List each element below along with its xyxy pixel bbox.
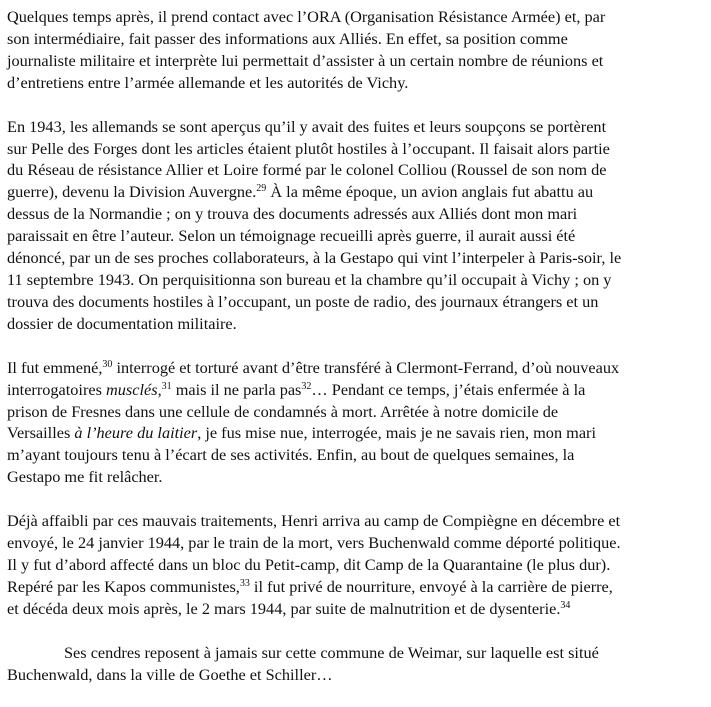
text-run: Gestapo me fit relâcher. (7, 467, 163, 487)
text-line (7, 664, 707, 686)
text-line (7, 554, 707, 576)
text-line (7, 72, 707, 94)
text-run: dénoncé, par un de ses proches collaborateurs, à la Gestapo qui vint l’interpeler à Paris-soir, le (7, 248, 622, 268)
text-run: mais il ne parla pas (171, 379, 302, 399)
text-line (7, 444, 707, 466)
document-page (7, 6, 707, 707)
text-run: dossier de documentation militaire. (7, 313, 237, 333)
text-run: guerre), devenu la Division Auvergne. (7, 182, 257, 202)
footnote-ref: 32 (301, 380, 312, 392)
text-run: Quelques temps après, il prend contact avec l’ORA (Organisation Résistance Armée) et, par (7, 7, 606, 26)
footnote-ref: 34 (560, 599, 571, 611)
text-run: Il y fut d’abord affecté dans un bloc du Petit-camp, dit Camp de la Quarantaine (le plus dur). (7, 554, 611, 574)
text-line (7, 532, 707, 554)
paragraph-2 (7, 116, 707, 335)
text-line (7, 28, 707, 50)
text-run: interrogatoires (7, 379, 107, 399)
text-run: et décéda deux mois après, le 2 mars 1944, par suite de malnutrition et de dysenterie. (7, 598, 561, 618)
text-line (7, 159, 707, 181)
text-line (7, 642, 707, 664)
text-line (7, 357, 707, 379)
text-run: il fut privé de nourriture, envoyé à la carrière de pierre, (249, 576, 613, 596)
text-line (7, 269, 707, 291)
text-run: Buchenwald, dans la ville de Goethe et Schiller… (7, 664, 333, 684)
text-line (7, 225, 707, 247)
footnote-ref: 31 (161, 380, 172, 392)
text-run: dessus de la Normandie ; on y trouva des documents adressés aux Alliés dont mon mari (7, 204, 578, 224)
text-line (7, 247, 707, 269)
paragraph-3 (7, 357, 707, 488)
text-line (7, 313, 707, 335)
footnote-ref: 30 (102, 358, 113, 370)
text-run: Ses cendres reposent à jamais sur cette commune de Weimar, sur laquelle est situé (64, 642, 599, 662)
text-line (7, 510, 707, 532)
text-run: journaliste militaire et interprète lui permettait d’assister à un certain nombre de réunions et (7, 50, 604, 70)
text-line (7, 6, 707, 28)
text-run: envoyé, le 24 janvier 1944, par le train de la mort, vers Buchenwald comme déporté politique. (7, 533, 621, 553)
text-run: du Réseau de résistance Allier et Loire formé par le colonel Colliou (Roussel de son nom de (7, 160, 607, 180)
text-run: En 1943, les allemands se sont aperçus qu’il y avait des fuites et leurs soupçons se portèrent (7, 116, 607, 136)
footnote-ref: 29 (256, 183, 267, 195)
text-run: son intermédiaire, fait passer des informations aux Alliés. En effet, sa position comme (7, 28, 568, 48)
text-line (7, 203, 707, 225)
text-run: paraissait en être l’auteur. Selon un témoignage recueilli après guerre, il aurait aussi été (7, 226, 576, 246)
text-run: sur Pelle des Forges dont les articles étaient plutôt hostiles à l’occupant. Il faisait alors partie (7, 138, 610, 158)
text-run: 11 septembre 1943. On perquisitionna son bureau et la chambre qu’il occupait à Vichy ; on y (7, 269, 612, 289)
text-run: Il fut emmené, (7, 357, 103, 377)
text-run: , (157, 379, 162, 399)
text-run: … Pendant ce temps, j’étais enfermée à la (311, 379, 586, 399)
italic-text: à l’heure du laitier (74, 423, 198, 443)
text-run: interrogé et torturé avant d’être transféré à Clermont-Ferrand, d’où nouveaux (112, 357, 620, 377)
text-line (7, 466, 707, 488)
text-line (7, 138, 707, 160)
text-run: m’ayant toujours tenu à l’écart de ses activités. Enfin, au bout de quelques semaines, la (7, 445, 575, 465)
paragraph-1 (7, 6, 707, 94)
text-line (7, 598, 707, 620)
text-line (7, 116, 707, 138)
text-line (7, 181, 707, 203)
text-run: Déjà affaibli par ces mauvais traitements, Henri arriva au camp de Compiègne en décembre et (7, 511, 621, 531)
text-line (7, 379, 707, 401)
text-run: d’entretiens entre l’armée allemande et les autorités de Vichy. (7, 72, 409, 92)
text-line (7, 401, 707, 423)
footnote-ref: 33 (239, 577, 250, 589)
text-line (7, 422, 707, 444)
text-run: À la même époque, un avion anglais fut abattu au (266, 182, 594, 202)
text-line (7, 291, 707, 313)
text-line (7, 50, 707, 72)
paragraph-5 (7, 642, 707, 686)
text-run: trouva des documents hostiles à l’occupant, un poste de radio, des journaux étrangers et un (7, 291, 599, 311)
text-line (7, 576, 707, 598)
text-run: prison de Fresnes dans une cellule de condamnés à mort. Arrêtée à notre domicile de (7, 401, 559, 421)
text-run: , je fus mise nue, interrogée, mais je ne savais rien, mon mari (197, 423, 596, 443)
text-run: Repéré par les Kapos communistes, (7, 576, 240, 596)
text-run: Versailles (7, 423, 75, 443)
italic-text: musclés (106, 379, 158, 399)
paragraph-4 (7, 510, 707, 620)
